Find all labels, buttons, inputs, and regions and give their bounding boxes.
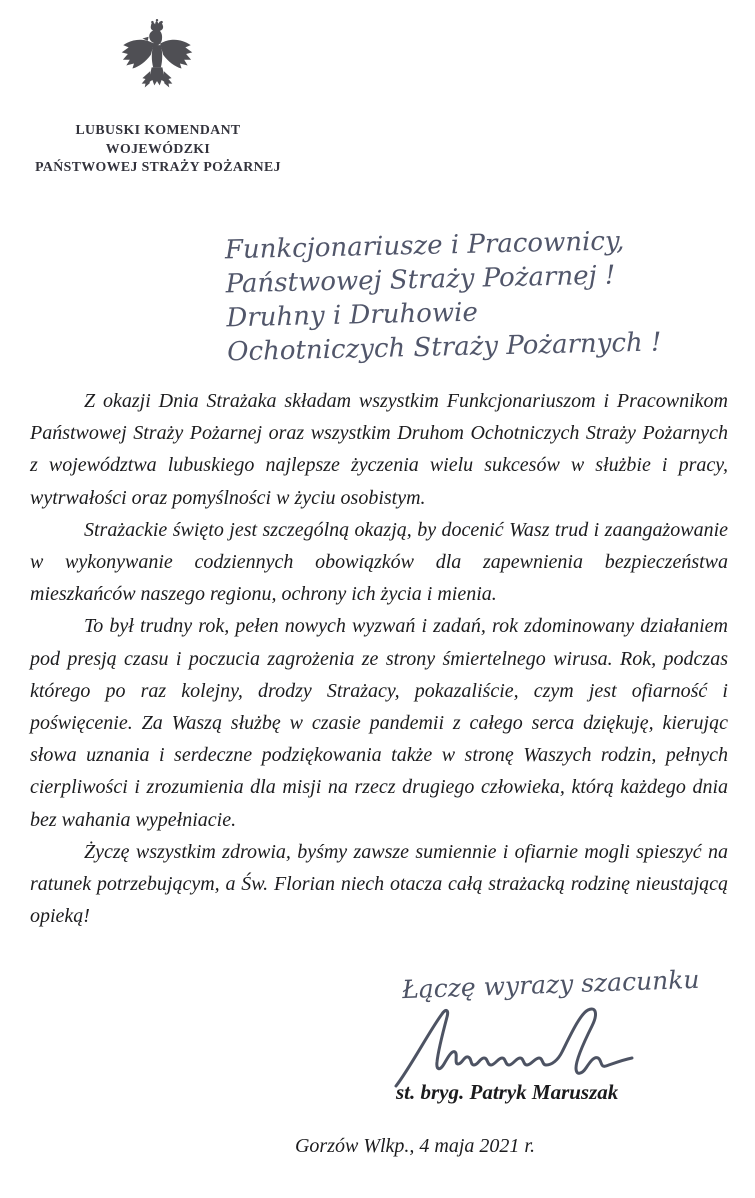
letterhead [22, 121, 294, 177]
place-date: Gorzów Wlkp., 4 maja 2021 r. [294, 1135, 535, 1157]
letterhead-line1: LUBUSKI KOMENDANT WOJEWÓDZKI [75, 122, 241, 156]
body-paragraph-2: Strażackie święto jest szczególną okazją, by docenić Wasz trud i zaangażowanie w wykonywanie codziennych obowiązków dla zapewnienia bezpieczeństwa mieszkańców naszego regionu, ochrony ich życia i mienia. [30, 518, 728, 606]
coat-of-arms-eagle-icon [118, 16, 196, 108]
signer-name: st. bryg. Patryk Maruszak [396, 1080, 619, 1104]
salutation-line: Ochotniczych Straży Pożarnych ! [226, 327, 662, 368]
body-paragraph-1: Z okazji Dnia Strażaka składam wszystkim Funkcjonariuszom i Pracownikom Państwowej Straży Pożarnej oraz wszystkim Druhom Ochotniczych Straży Pożarnych z województwa lubuskiego najlepsze życzenia wielu sukcesów w służbie i pracy, wytrwałości oraz pomyślności w życiu osobistym. [30, 390, 728, 509]
body-paragraph-3: To był trudny rok, pełen nowych wyzwań i zadań, rok zdominowany działaniem pod presją czasu i poczucia zagrożenia ze strony śmiertelnego wirusa. Rok, podczas którego po raz kolejny, drodzy Strażacy, pokazaliście, czym jest ofiarność i poświęcenie. Za Waszą służbę w czasie pandemii z całego serca dziękuję, kierując słowa uznania i serdeczne podziękowania także w stronę Waszych rodzin, pełnych cierpliwości i zrozumienia dla misji na rzecz drugiego człowieka, którą każdego dnia bez wahania wypełniacie. [30, 615, 728, 831]
salutation-line: Druhny i Druhowie [226, 297, 479, 334]
handwritten-salutation [225, 223, 698, 370]
salutation-line: Funkcjonariusze i Pracownicy, [224, 226, 625, 266]
letter-body [30, 385, 728, 932]
signature-scribble-icon [388, 1000, 660, 1092]
body-paragraph-4: Życzę wszystkim zdrowia, byśmy zawsze sumiennie i ofiarnie mogli spieszyć na ratunek potrzebującym, a Św. Florian niech otacza całą strażacką rodzinę nieustającą opieką! [30, 840, 728, 928]
letterhead-line2: PAŃSTWOWEJ STRAŻY POŻARNEJ [35, 159, 281, 174]
closing-handwritten-text: Łączę wyrazy szacunku [401, 964, 700, 1005]
salutation-line: Państwowej Straży Pożarnej ! [225, 260, 616, 300]
